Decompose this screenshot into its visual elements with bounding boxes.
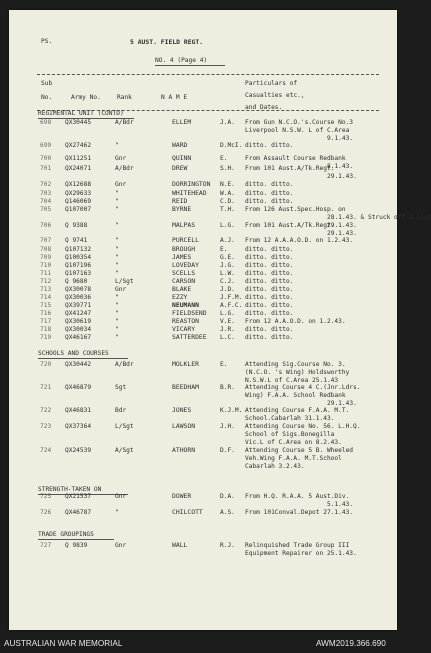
entry-army-no: QX46167: [65, 334, 92, 341]
entry-particulars-line: Attending Course 4 C.(Jnr.Ldrs.: [245, 384, 361, 391]
entry-rank: ": [115, 318, 119, 325]
entry-particulars-line: Vic.L of C.Area on 8.2.43.: [245, 439, 342, 446]
entry-rank: Sgt: [115, 384, 127, 391]
header-dates: and Dates.: [245, 104, 283, 111]
entry-sub-no: 710: [40, 262, 52, 269]
entry-surname: SATTERDEE: [172, 333, 207, 341]
entry-surname: WHITEHEAD: [172, 189, 207, 197]
entry-initials: E.: [220, 361, 228, 368]
entry-army-no: QX24071: [65, 165, 92, 172]
entry-rank: A/Bdr: [115, 165, 134, 172]
entry-rank: ": [115, 270, 119, 277]
entry-initials: E.: [220, 155, 228, 162]
entry-rank: Gnr: [115, 181, 127, 188]
entry-rank: A/Bdr: [115, 361, 134, 368]
entry-particulars-line: School of Sigs.Bonegilla: [245, 431, 335, 438]
entry-rank: L/Sgt: [115, 423, 134, 430]
entry-initials: R.J.: [220, 542, 235, 549]
entry-army-no: QX11251: [65, 155, 92, 162]
entry-army-no: QX29633: [65, 190, 92, 197]
entry-initials: L.C.: [220, 334, 235, 341]
header-rank: Rank: [117, 94, 132, 101]
entry-initials: A.F.C.: [220, 302, 243, 309]
entry-surname: FIELDSEND: [172, 309, 207, 317]
entry-particulars-line: N.S.W.L of C.Area 25.1.43: [245, 377, 339, 384]
roll-number-underline: [155, 65, 225, 66]
entry-particulars-line: From 101 Aust.A/Tk.Regt.: [245, 165, 335, 172]
entry-army-no: QX46879: [65, 384, 92, 391]
entry-army-no: QX37364: [65, 423, 92, 430]
entry-sub-no: 722: [40, 407, 52, 414]
entry-sub-no: 718: [40, 326, 52, 333]
entry-particulars-line: From 12 A.A.O.D. on 1.2.43.: [245, 318, 346, 325]
archive-footer: [0, 637, 406, 653]
entry-surname: REID: [172, 197, 188, 205]
entry-initials: D.A.: [220, 493, 235, 500]
header-sub: Sub: [41, 80, 53, 87]
entry-sub-no: 725: [40, 493, 52, 500]
entry-rank: ": [115, 326, 119, 333]
entry-initials: G.E.: [220, 254, 235, 261]
entry-sub-no: 711: [40, 270, 52, 277]
document-page: [9, 10, 431, 630]
entry-initials: J.F.M.: [220, 294, 243, 301]
entry-initials: E.: [220, 246, 228, 253]
archive-name: AUSTRALIAN WAR MEMORIAL: [4, 639, 123, 648]
entry-sub-no: 705: [40, 206, 52, 213]
entry-sub-no: 712: [40, 278, 52, 285]
entry-rank: L/Sgt: [115, 278, 134, 285]
entry-rank: ": [115, 222, 119, 229]
entry-rank: ": [115, 294, 119, 301]
entry-particulars-line: 28.1.43. & Struck off X List: [327, 214, 431, 221]
entry-surname: DREW: [172, 164, 188, 172]
entry-surname: EZZY: [172, 293, 188, 301]
entry-sub-no: 726: [40, 509, 52, 516]
entry-sub-no: 713: [40, 286, 52, 293]
entry-particulars-line: Wing) F.A.A. School Redbank: [245, 392, 346, 399]
entry-particulars-line: From 12 A.A.A.O.D. on 1.2.43.: [245, 237, 354, 244]
entry-particulars-line: ditto. ditto.: [245, 302, 294, 309]
entry-surname: QUINN: [172, 154, 192, 162]
entry-surname: BLAKE: [172, 285, 192, 293]
entry-surname: NEUMANN: [172, 301, 199, 309]
entry-particulars-line: From H.Q. R.A.A. 5 Aust.Div.: [245, 493, 350, 500]
entry-particulars-line: ditto. ditto.: [245, 310, 294, 317]
entry-sub-no: 703: [40, 190, 52, 197]
entry-army-no: QX30036: [65, 294, 92, 301]
entry-sub-no: 699: [40, 142, 52, 149]
entry-particulars-line: 29.1.43.: [327, 230, 357, 237]
entry-initials: J.R.: [220, 326, 235, 333]
entry-sub-no: 714: [40, 294, 52, 301]
header-particulars: Particulars of: [245, 80, 298, 87]
entry-rank: ": [115, 302, 119, 309]
entry-particulars-line: From Assault Course Redbank: [245, 155, 346, 162]
entry-rank: Gnr: [115, 493, 127, 500]
entry-particulars-line: Equipment Repairer on 25.1.43.: [245, 550, 357, 557]
entry-army-no: QX30034: [65, 326, 92, 333]
section-schools: SCHOOLS AND COURSES: [38, 350, 109, 357]
entry-particulars-line: 8.1.43.: [327, 163, 354, 170]
entry-army-no: Q 9680: [65, 278, 88, 285]
entry-sub-no: 704: [40, 198, 52, 205]
archive-reference: AWM2019.366.690: [316, 639, 386, 648]
entry-initials: D.F.: [220, 447, 235, 454]
entry-sub-no: 717: [40, 318, 52, 325]
entry-initials: C.J.: [220, 278, 235, 285]
entry-rank: Gnr: [115, 155, 127, 162]
entry-initials: A.J.: [220, 237, 235, 244]
entry-surname: DORRINGTON: [172, 180, 211, 188]
entry-surname: DOWER: [172, 492, 192, 500]
entry-rank: ": [115, 254, 119, 261]
entry-particulars-line: ditto. ditto.: [245, 246, 294, 253]
entry-rank: Gnr: [115, 542, 127, 549]
entry-army-no: Q107163: [65, 270, 92, 277]
entry-sub-no: 698: [40, 119, 52, 126]
entry-particulars-line: ditto. ditto.: [245, 334, 294, 341]
entry-particulars-line: From 101Conval.Depot 27.1.43.: [245, 509, 354, 516]
header-no: No.: [41, 94, 53, 101]
entry-initials: S.H.: [220, 165, 235, 172]
entry-particulars-line: From 101 Aust.A/Tk.Regt.: [245, 222, 335, 229]
entry-sub-no: 716: [40, 310, 52, 317]
regiment-title: 5 AUST. FIELD REGT.: [130, 38, 204, 46]
section-strength: STRENGTH-TAKEN ON: [38, 486, 102, 493]
entry-sub-no: 707: [40, 237, 52, 244]
entry-rank: ": [115, 142, 119, 149]
entry-particulars-line: ditto. ditto.: [245, 278, 294, 285]
entry-particulars-line: 29.1.43.: [327, 173, 357, 180]
entry-surname: LAWSON: [172, 422, 196, 430]
entry-rank: ": [115, 206, 119, 213]
entry-rank: ": [115, 190, 119, 197]
entry-particulars-line: ditto. ditto.: [245, 254, 294, 261]
entry-sub-no: 727: [40, 542, 52, 549]
entry-particulars-line: From 126 Aust.Spec.Hosp. on: [245, 206, 346, 213]
entry-particulars-line: ditto. ditto.: [245, 142, 294, 149]
entry-initials: J.D.: [220, 286, 235, 293]
entry-army-no: Q107007: [65, 206, 92, 213]
entry-surname: CHILCOTT: [172, 508, 203, 516]
header-casualties: Casualties etc.,: [245, 92, 305, 99]
entry-initials: D.McI.: [220, 142, 243, 149]
entry-sub-no: 715: [40, 302, 52, 309]
entry-initials: C.D.: [220, 198, 235, 205]
entry-surname: WALL: [172, 541, 188, 549]
entry-army-no: QX30442: [65, 361, 92, 368]
entry-particulars-line: ditto. ditto.: [245, 198, 294, 205]
entry-rank: A/Bdr: [115, 119, 134, 126]
section-trade-underline: [38, 539, 114, 540]
entry-initials: V.E.: [220, 318, 235, 325]
entry-particulars-line: 5.1.43.: [327, 501, 354, 508]
entry-particulars-line: Attending Course 5 B. Wheeled: [245, 447, 354, 454]
entry-army-no: QX39771: [65, 302, 92, 309]
entry-army-no: Q 9741: [65, 237, 88, 244]
entry-initials: J.H.: [220, 423, 235, 430]
entry-surname: BROUGH: [172, 245, 196, 253]
entry-surname: MOLKLER: [172, 360, 199, 368]
entry-particulars-line: Attending Course F.A.A. M.T.: [245, 407, 350, 414]
roll-number: NO. 4 (Page 4): [155, 57, 208, 64]
entry-rank: ": [115, 246, 119, 253]
entry-rank: Bdr: [115, 407, 127, 414]
entry-particulars-line: Liverpool N.S.W. L of C.Area: [245, 127, 350, 134]
entry-army-no: QX30078: [65, 286, 92, 293]
entry-surname: ATHORN: [172, 446, 196, 454]
entry-particulars-line: From Gun N.C.O.'s.Course No.3: [245, 119, 354, 126]
entry-army-no: QX46831: [65, 407, 92, 414]
entry-surname: BEEDHAM: [172, 383, 199, 391]
section-trade: TRADE GROUPINGS: [38, 531, 94, 538]
entry-army-no: Q107196: [65, 262, 92, 269]
entry-initials: B.R.: [220, 384, 235, 391]
entry-army-no: QX24539: [65, 447, 92, 454]
entry-initials: T.H.: [220, 206, 235, 213]
header-name: N A M E: [161, 94, 188, 101]
entry-surname: JONES: [172, 406, 192, 414]
entry-army-no: Q146069: [65, 198, 92, 205]
entry-particulars-line: ditto. ditto.: [245, 262, 294, 269]
entry-army-no: QX12688: [65, 181, 92, 188]
entry-initials: J.G.: [220, 262, 235, 269]
entry-sub-no: 701: [40, 165, 52, 172]
entry-initials: L.G.: [220, 310, 235, 317]
entry-surname: MALPAS: [172, 221, 196, 229]
ps-mark: PS.: [41, 38, 53, 45]
entry-rank: ": [115, 262, 119, 269]
section-regimental: REGIMENTAL UNIT (CONTD): [38, 110, 124, 117]
entry-sub-no: 719: [40, 334, 52, 341]
entry-particulars-line: ditto. ditto.: [245, 294, 294, 301]
entry-particulars-line: ditto. ditto.: [245, 270, 294, 277]
entry-army-no: QX27462: [65, 142, 92, 149]
entry-surname: LOVEDAY: [172, 261, 199, 269]
entry-surname: PURCELL: [172, 236, 199, 244]
entry-initials: N.E.: [220, 181, 235, 188]
entry-rank: ": [115, 198, 119, 205]
entry-army-no: QX21537: [65, 493, 92, 500]
entry-initials: L.W.: [220, 270, 235, 277]
entry-sub-no: 700: [40, 155, 52, 162]
entry-army-no: QX46787: [65, 509, 92, 516]
entry-rank: ": [115, 334, 119, 341]
entry-surname: REASTON: [172, 317, 199, 325]
entry-army-no: QX30445: [65, 119, 92, 126]
entry-particulars-line: ditto. ditto.: [245, 190, 294, 197]
entry-particulars-line: Attending Sig.Course No. 3.: [245, 361, 346, 368]
entry-sub-no: 702: [40, 181, 52, 188]
entry-surname: SCELLS: [172, 269, 196, 277]
entry-sub-no: 708: [40, 246, 52, 253]
entry-rank: ": [115, 509, 119, 516]
entry-rank: Gnr: [115, 286, 127, 293]
entry-surname: ELLEM: [172, 118, 192, 126]
entry-surname: WARD: [172, 141, 188, 149]
entry-particulars-line: (N.C.O. 's Wing) Holdsworthy: [245, 369, 350, 376]
entry-sub-no: 720: [40, 361, 52, 368]
entry-initials: L.G.: [220, 222, 235, 229]
entry-surname: JAMES: [172, 253, 192, 261]
entry-particulars-line: School.Cabarlah 31.1.43.: [245, 415, 335, 422]
entry-surname: BYRNE: [172, 205, 192, 213]
entry-army-no: Q 9388: [65, 222, 88, 229]
entry-sub-no: 724: [40, 447, 52, 454]
entry-particulars-line: Attending Course No. 56. L.H.Q.: [245, 423, 361, 430]
entry-surname: VICARY: [172, 325, 196, 333]
entry-particulars-line: Relinquished Trade Group III: [245, 542, 350, 549]
entry-initials: W.A.: [220, 190, 235, 197]
entry-initials: K.J.M.: [220, 407, 243, 414]
entry-sub-no: 721: [40, 384, 52, 391]
entry-particulars-line: Cabarlah 3.2.43.: [245, 463, 305, 470]
entry-rank: ": [115, 237, 119, 244]
entry-army-no: QX41247: [65, 310, 92, 317]
entry-particulars-line: 29.1.43.: [327, 400, 357, 407]
section-schools-underline: [38, 358, 128, 359]
entry-surname: CARSON: [172, 277, 196, 285]
entry-particulars-line: 9.1.43.: [327, 135, 354, 142]
entry-rank: ": [115, 310, 119, 317]
entry-army-no: Q100354: [65, 254, 92, 261]
entry-initials: A.S.: [220, 509, 235, 516]
entry-particulars-line: ditto. ditto.: [245, 181, 294, 188]
entry-particulars-line: 29.1.43.: [327, 222, 357, 229]
entry-army-no: Q107132: [65, 246, 92, 253]
entry-sub-no: 709: [40, 254, 52, 261]
entry-particulars-line: ditto. ditto.: [245, 286, 294, 293]
entry-initials: J.A.: [220, 119, 235, 126]
entry-particulars-line: ditto. ditto.: [245, 326, 294, 333]
header-army-no: Army No.: [71, 94, 101, 101]
entry-rank: A/Sgt: [115, 447, 134, 454]
header-rule-top: [37, 74, 379, 75]
entry-particulars-line: Veh.Wing F.A.A. M.T.School: [245, 455, 342, 462]
entry-army-no: Q 9839: [65, 542, 88, 549]
entry-army-no: QX30619: [65, 318, 92, 325]
entry-sub-no: 706: [40, 222, 52, 229]
entry-sub-no: 723: [40, 423, 52, 430]
